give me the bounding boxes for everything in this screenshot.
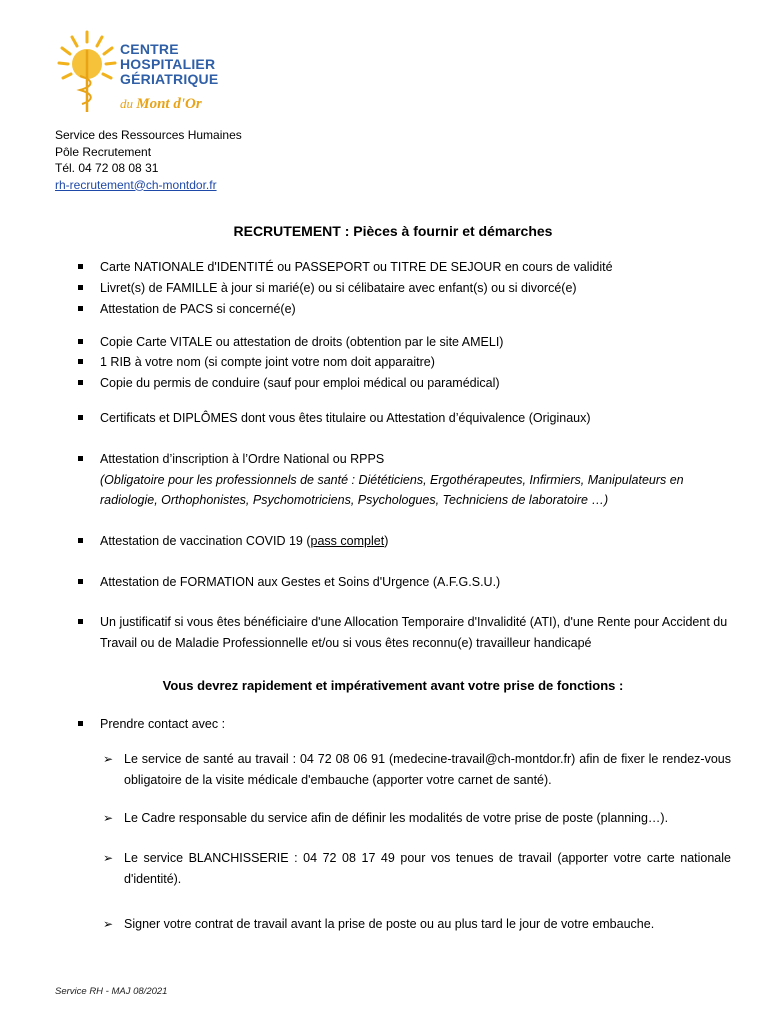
bullet-icon	[78, 619, 83, 624]
hospital-logo	[56, 28, 232, 118]
arrow-bullet-icon: ➢	[103, 851, 114, 865]
logo-sub-big: Mont d'Or	[136, 96, 202, 112]
list-item: Certificats et DIPLÔMES dont vous êtes titulaire ou Attestation d’équivalence (Originaux)	[78, 408, 732, 429]
bullet-icon	[78, 538, 83, 543]
pass-complet-link[interactable]: pass complet	[310, 534, 385, 548]
logo-sub-small: du	[120, 96, 133, 111]
list-item: Copie du permis de conduire (sauf pour emploi médical ou paramédical)	[78, 373, 732, 394]
list-item: Prendre contact avec :	[78, 714, 732, 735]
list-item: Carte NATIONALE d'IDENTITÉ ou PASSEPORT ou TITRE DE SEJOUR en cours de validité	[78, 257, 732, 278]
list-item: Attestation de vaccination COVID 19 (pass complet)	[78, 531, 732, 552]
arrow-bullet-icon: ➢	[103, 811, 114, 825]
bullet-icon	[78, 380, 83, 385]
list-item: Livret(s) de FAMILLE à jour si marié(e) ou si célibataire avec enfant(s) ou si divorcé(e)	[78, 278, 732, 299]
phone-number: Tél. 04 72 08 08 31	[55, 161, 159, 175]
arrow-bullet-icon: ➢	[103, 752, 114, 766]
footer-note: Service RH - MAJ 08/2021	[55, 986, 168, 997]
list-item: Attestation de FORMATION aux Gestes et Soins d'Urgence (A.F.G.S.U.)	[78, 572, 732, 593]
bullet-icon	[78, 306, 83, 311]
bullet-icon	[78, 579, 83, 584]
step-item: ➢ Le service BLANCHISSERIE : 04 72 08 17 49 pour vos tenues de travail (apporter votre carte nationale d'identité).	[103, 848, 731, 889]
contact-block	[55, 127, 242, 193]
rpps-note: (Obligatoire pour les professionnels de santé : Diététiciens, Ergothérapeutes, Infirmiers, Manipulateurs en radiologie, Orthophonistes, Psychomotriciens, Psychologues, Techniciens de laboratoire …)	[100, 472, 684, 507]
pole-name: Pôle Recrutement	[55, 144, 152, 159]
bullet-icon	[78, 359, 83, 364]
list-item: 1 RIB à votre nom (si compte joint votre nom doit apparaitre)	[78, 352, 732, 373]
logo-line-2: HOSPITALIER	[120, 56, 216, 72]
arrow-bullet-icon: ➢	[103, 917, 114, 931]
step-item: ➢ Le Cadre responsable du service afin de définir les modalités de votre prise de poste (planning…).	[103, 808, 731, 829]
list-item: Un justificatif si vous êtes bénéficiaire d'une Allocation Temporaire d'Invalidité (ATI), d'une Rente pour Accident du Travail ou de Maladie Professionnelle et/ou si vous êtes reconnu(e) travailleur handicapé	[78, 612, 732, 653]
bullet-icon	[78, 415, 83, 420]
section-subtitle: Vous devrez rapidement et impérativement avant votre prise de fonctions :	[162, 678, 624, 693]
logo-subtitle	[120, 96, 202, 113]
bullet-icon	[78, 721, 83, 726]
logo-line-3: GÉRIATRIQUE	[120, 71, 219, 87]
list-item: Attestation d’inscription à l’Ordre National ou RPPS (Obligatoire pour les professionnels de santé : Diététiciens, Ergothérapeutes, Infirmiers, Manipulateurs en radiologie, Orthophonistes, Psychomotriciens, Psychologues, Techniciens de laboratoire …)	[78, 449, 732, 511]
page-title: RECRUTEMENT : Pièces à fournir et démarches	[233, 223, 553, 239]
list-item: Copie Carte VITALE ou attestation de droits (obtention par le site AMELI)	[78, 332, 732, 353]
step-item: ➢ Le service de santé au travail : 04 72 08 06 91 (medecine-travail@ch-montdor.fr) afin de fixer le rendez-vous obligatoire de la visite médicale d'embauche (apporter votre carnet de santé).	[103, 749, 731, 790]
logo-line-1: CENTRE	[120, 41, 179, 57]
email-link[interactable]: rh-recrutement@ch-montdor.fr	[55, 177, 217, 192]
bullet-icon	[78, 339, 83, 344]
bullet-icon	[78, 456, 83, 461]
bullet-icon	[78, 264, 83, 269]
step-item: ➢ Signer votre contrat de travail avant la prise de poste ou au plus tard le jour de votre embauche.	[103, 914, 731, 935]
sun-caduceus-icon	[56, 28, 118, 118]
service-name: Service des Ressources Humaines	[55, 128, 242, 142]
list-item: Attestation de PACS si concerné(e)	[78, 299, 732, 320]
bullet-icon	[78, 285, 83, 290]
